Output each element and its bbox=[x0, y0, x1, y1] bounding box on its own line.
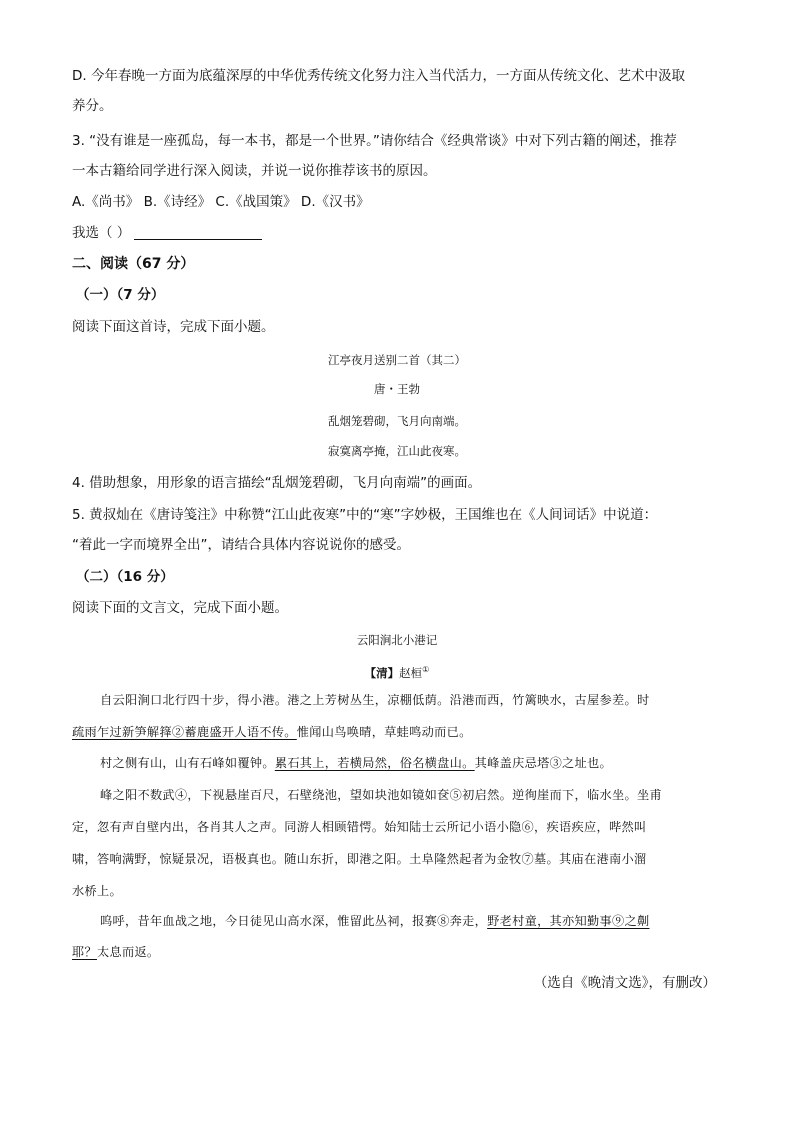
paragraph-1-line1: 自云阳涧口北行四十步，得小港。港之上芳树丛生，凉棚低荫。沿港而西，竹篱映水，古屋参差。时 bbox=[100, 693, 650, 707]
part-2-instruction: 阅读下面的文言文，完成下面小题。 bbox=[72, 600, 288, 616]
paragraph-2-start: 村之侧有山，山有石峰如覆钟。 bbox=[100, 756, 275, 770]
question-3-answer-line bbox=[72, 223, 262, 243]
author-dynasty: 【清】 bbox=[364, 665, 400, 680]
paragraph-2-end: 其峰盖庆忌塔③之址也。 bbox=[474, 756, 613, 770]
source-citation: （选自《晚清文选》，有删改） bbox=[533, 975, 716, 991]
author-name: 赵桓 bbox=[399, 665, 423, 680]
paragraph-3-line4: 水桥上。 bbox=[72, 884, 122, 898]
question-5-line2: “着此一字而境界全出”，请结合具体内容说说你的感受。 bbox=[72, 537, 410, 553]
question-5-line1: 5. 黄叔灿在《唐诗笺注》中称赞“江山此夜寒”中的“寒”字妙极，王国维也在《人间词话》中说道： bbox=[72, 507, 658, 523]
underlined-sentence-3b: 耶？ bbox=[72, 945, 97, 959]
option-d-line1: D. 今年春晚一方面为底蕴深厚的中华优秀传统文化努力注入当代活力，一方面从传统文化、艺术中汲取 bbox=[72, 68, 685, 84]
question-3-line2: 一本古籍给同学进行深入阅读，并说一说你推荐该书的原因。 bbox=[72, 163, 437, 179]
paragraph-3-line2: 定，忽有声自壁内出，各肖其人之声。同游人相顾错愕。始知陆士云所记小语小隐⑥，疾语疾应，哔然叫 bbox=[72, 820, 647, 834]
section-2-heading: 二、阅读（67 分） bbox=[72, 256, 195, 272]
paragraph-4-end: 太息而返。 bbox=[96, 945, 160, 959]
underlined-sentence-1: 疏雨乍过新笋解箨②蓄鹿盛开人语不传。 bbox=[72, 725, 297, 739]
part-1-instruction: 阅读下面这首诗，完成下面小题。 bbox=[72, 319, 275, 335]
paragraph-2 bbox=[100, 753, 612, 773]
question-3-options: A.《尚书》 B.《诗经》 C.《战国策》 D.《汉书》 bbox=[72, 194, 370, 210]
poem-line-1: 乱烟笼碧砌，飞月向南端。 bbox=[328, 414, 466, 428]
part-1-heading: （一）（7 分） bbox=[76, 287, 165, 303]
part-2-heading: （二）（16 分） bbox=[76, 569, 174, 585]
paragraph-4-line2 bbox=[72, 942, 159, 962]
answer-blank[interactable] bbox=[134, 225, 262, 240]
underlined-sentence-2: 累石其上，若横局然，俗名横盘山。 bbox=[274, 756, 475, 770]
underlined-sentence-3a: 野老村童，其亦知勤事⑨之劓 bbox=[487, 914, 650, 928]
question-3-choose-label: 我选（ ） bbox=[72, 225, 131, 241]
question-3-line1: 3. “没有谁是一座孤岛，每一本书，都是一个世界。”请你结合《经典常谈》中对下列古籍的阐述，推荐 bbox=[72, 133, 677, 149]
paragraph-4-line1 bbox=[100, 911, 649, 931]
paragraph-1-line2 bbox=[72, 722, 472, 742]
poem-line-2: 寂寞离亭掩，江山此夜寒。 bbox=[328, 444, 466, 458]
poem-title: 江亭夜月送别二首（其二） bbox=[328, 353, 466, 367]
author-note-mark: ① bbox=[422, 665, 430, 674]
question-4: 4. 借助想象，用形象的语言描绘“乱烟笼碧砌，飞月向南端”的画面。 bbox=[72, 475, 482, 491]
paragraph-1-tail: 惟闻山鸟唤晴，草蛙鸣动而已。 bbox=[296, 725, 472, 739]
essay-title: 云阳涧北小港记 bbox=[356, 633, 438, 647]
poem-author: 唐・王勃 bbox=[374, 382, 420, 396]
essay-author bbox=[0, 660, 794, 683]
option-d-line2: 养分。 bbox=[72, 98, 113, 114]
paragraph-3-line3: 啸，答响满野，惊疑景况，语极真也。随山东折，即港之阳。土阜隆然起者为金牧⑦墓。其庙在港南小溜 bbox=[72, 852, 647, 866]
paragraph-3-line1: 峰之阳不数武④，下视悬崖百尺，石壁绕池，望如块池如镜如奁⑤初启然。逆徇崖而下，临水坐。坐甫 bbox=[100, 788, 662, 802]
paragraph-4-start: 呜呼，昔年血战之地，今日徒见山高水深，惟留此丛祠，报赛⑧奔走， bbox=[100, 914, 488, 928]
